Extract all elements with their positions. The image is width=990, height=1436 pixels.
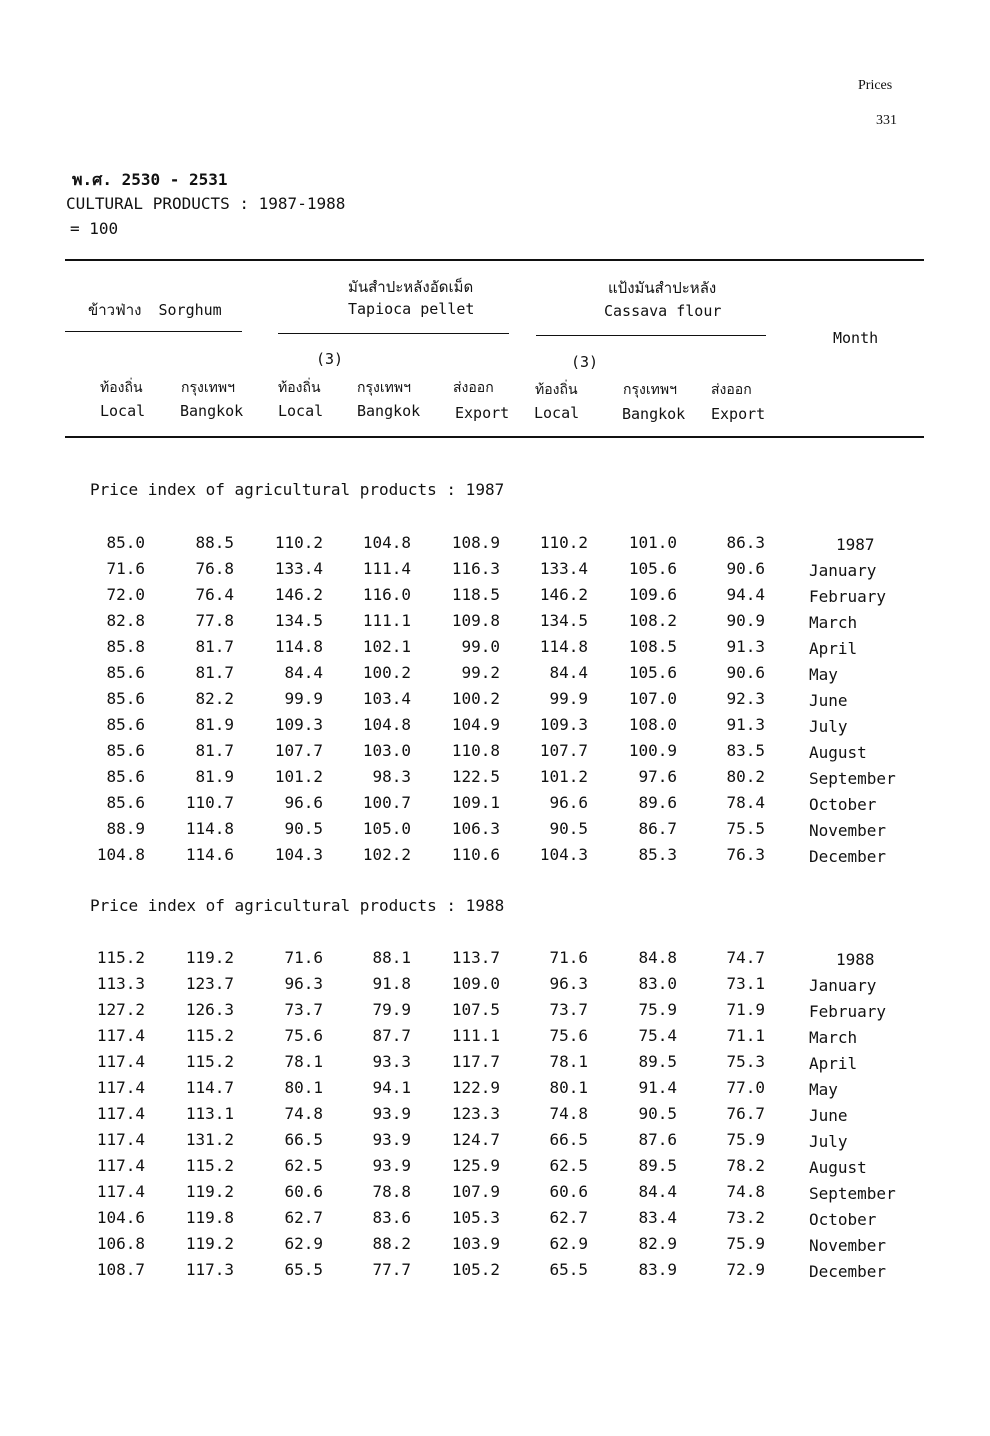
month-label: May — [809, 665, 838, 684]
table-cell: 89.5 — [638, 1052, 677, 1071]
table-cell: 62.7 — [549, 1208, 588, 1227]
table-cell: 107.7 — [274, 741, 323, 760]
table-cell: 88.2 — [372, 1234, 411, 1253]
table-cell: 109.6 — [628, 585, 677, 604]
table-cell: 146.2 — [274, 585, 323, 604]
table-cell: 105.3 — [451, 1208, 500, 1227]
col6-english: Local — [534, 404, 580, 422]
month-label: June — [809, 1106, 848, 1125]
table-cell: 91.4 — [638, 1078, 677, 1097]
table-cell: 90.5 — [284, 819, 323, 838]
table-cell: 71.9 — [726, 1000, 765, 1019]
title-line-products: CULTURAL PRODUCTS : 1987-1988 — [66, 194, 346, 213]
col4-english: Bangkok — [357, 402, 421, 420]
month-label: October — [809, 1210, 877, 1229]
table-cell: 82.8 — [106, 611, 145, 630]
table-cell: 94.4 — [726, 585, 765, 604]
table-cell: 96.6 — [284, 793, 323, 812]
table-cell: 117.7 — [451, 1052, 500, 1071]
cassava-local-note: (3) — [571, 353, 599, 371]
col8-english: Export — [711, 405, 766, 423]
table-cell: 117.4 — [96, 1182, 145, 1201]
table-cell: 75.4 — [638, 1026, 677, 1045]
table-cell: 134.5 — [274, 611, 323, 630]
table-cell: 88.9 — [106, 819, 145, 838]
month-label: January — [809, 976, 877, 995]
table-cell: 85.0 — [106, 533, 145, 552]
cassava-header-english: Cassava flour — [604, 302, 722, 320]
month-label: April — [809, 1054, 858, 1073]
col7-english: Bangkok — [622, 405, 686, 423]
table-cell: 60.6 — [284, 1182, 323, 1201]
table-cell: 91.8 — [372, 974, 411, 993]
table-cell: 75.6 — [284, 1026, 323, 1045]
table-cell: 127.2 — [96, 1000, 145, 1019]
col3-thai: ท้องถิ่น — [278, 380, 321, 396]
month-label: February — [809, 1002, 887, 1021]
table-cell: 89.5 — [638, 1156, 677, 1175]
table-cell: 102.2 — [362, 845, 411, 864]
table-cell: 100.2 — [362, 663, 411, 682]
table-cell: 134.5 — [539, 611, 588, 630]
table-cell: 81.7 — [195, 663, 234, 682]
table-cell: 133.4 — [539, 559, 588, 578]
table-cell: 78.1 — [549, 1052, 588, 1071]
table-cell: 113.7 — [451, 948, 500, 967]
col2-thai: กรุงเทพฯ — [181, 380, 235, 396]
table-cell: 100.7 — [362, 793, 411, 812]
month-label: December — [809, 847, 887, 866]
table-cell: 117.4 — [96, 1026, 145, 1045]
table-cell: 71.6 — [106, 559, 145, 578]
table-cell: 101.2 — [539, 767, 588, 786]
table-cell: 103.0 — [362, 741, 411, 760]
table-cell: 60.6 — [549, 1182, 588, 1201]
table-cell: 104.3 — [539, 845, 588, 864]
table-cell: 77.8 — [195, 611, 234, 630]
table-cell: 82.2 — [195, 689, 234, 708]
table-cell: 80.2 — [726, 767, 765, 786]
table-cell: 122.5 — [451, 767, 500, 786]
cassava-group-rule — [536, 335, 766, 336]
table-cell: 109.1 — [451, 793, 500, 812]
table-cell: 115.2 — [185, 1156, 234, 1175]
table-cell: 99.0 — [461, 637, 500, 656]
table-cell: 71.1 — [726, 1026, 765, 1045]
table-top-rule — [65, 259, 924, 261]
table-cell: 105.0 — [362, 819, 411, 838]
table-cell: 100.9 — [628, 741, 677, 760]
table-cell: 62.5 — [284, 1156, 323, 1175]
table-cell: 76.3 — [726, 845, 765, 864]
month-label: June — [809, 691, 848, 710]
table-cell: 81.9 — [195, 767, 234, 786]
table-cell: 85.6 — [106, 715, 145, 734]
table-cell: 85.8 — [106, 637, 145, 656]
title-line-base: = 100 — [70, 219, 119, 238]
table-cell: 104.9 — [451, 715, 500, 734]
table-cell: 103.4 — [362, 689, 411, 708]
table-cell: 65.5 — [549, 1260, 588, 1279]
table-cell: 87.6 — [638, 1130, 677, 1149]
table-cell: 84.4 — [638, 1182, 677, 1201]
table-cell: 80.1 — [284, 1078, 323, 1097]
table-cell: 107.0 — [628, 689, 677, 708]
page-section-label: Prices — [858, 78, 893, 93]
table-cell: 115.2 — [96, 948, 145, 967]
table-cell: 84.4 — [284, 663, 323, 682]
table-cell: 73.1 — [726, 974, 765, 993]
table-cell: 98.3 — [372, 767, 411, 786]
table-cell: 99.9 — [284, 689, 323, 708]
col2-english: Bangkok — [180, 402, 244, 420]
table-cell: 91.3 — [726, 637, 765, 656]
table-cell: 110.6 — [451, 845, 500, 864]
table-cell: 65.5 — [284, 1260, 323, 1279]
table-cell: 117.4 — [96, 1078, 145, 1097]
table-cell: 117.4 — [96, 1052, 145, 1071]
sorghum-header-english: Sorghum — [158, 301, 222, 319]
table-cell: 71.6 — [284, 948, 323, 967]
table-cell: 75.6 — [549, 1026, 588, 1045]
table-cell: 76.4 — [195, 585, 234, 604]
table-cell: 84.8 — [638, 948, 677, 967]
table-cell: 109.0 — [451, 974, 500, 993]
table-cell: 85.6 — [106, 767, 145, 786]
title-line-thai-year: พ.ศ. 2530 - 2531 — [72, 170, 228, 189]
table-cell: 117.3 — [185, 1260, 234, 1279]
sorghum-header — [88, 298, 222, 322]
table-cell: 133.4 — [274, 559, 323, 578]
table-cell: 90.5 — [638, 1104, 677, 1123]
table-cell: 78.2 — [726, 1156, 765, 1175]
col5-thai: ส่งออก — [453, 380, 494, 396]
table-cell: 75.9 — [726, 1130, 765, 1149]
month-label: August — [809, 1158, 867, 1177]
month-label: November — [809, 821, 887, 840]
table-cell: 90.9 — [726, 611, 765, 630]
table-cell: 107.5 — [451, 1000, 500, 1019]
table-cell: 104.8 — [96, 845, 145, 864]
table-cell: 77.7 — [372, 1260, 411, 1279]
table-cell: 110.2 — [539, 533, 588, 552]
table-cell: 106.3 — [451, 819, 500, 838]
table-cell: 109.3 — [274, 715, 323, 734]
table-cell: 110.2 — [274, 533, 323, 552]
table-cell: 119.2 — [185, 1234, 234, 1253]
table-cell: 106.8 — [96, 1234, 145, 1253]
table-cell: 104.8 — [362, 715, 411, 734]
table-cell: 81.7 — [195, 637, 234, 656]
table-cell: 76.8 — [195, 559, 234, 578]
table-cell: 116.0 — [362, 585, 411, 604]
table-cell: 108.0 — [628, 715, 677, 734]
table-cell: 131.2 — [185, 1130, 234, 1149]
month-label: November — [809, 1236, 887, 1255]
table-cell: 101.2 — [274, 767, 323, 786]
table-cell: 62.7 — [284, 1208, 323, 1227]
month-column-header: Month — [833, 329, 879, 347]
table-cell: 78.4 — [726, 793, 765, 812]
table-cell: 85.3 — [638, 845, 677, 864]
table-cell: 104.8 — [362, 533, 411, 552]
table-cell: 96.6 — [549, 793, 588, 812]
month-label: August — [809, 743, 867, 762]
table-cell: 80.1 — [549, 1078, 588, 1097]
month-label: July — [809, 1132, 848, 1151]
table-cell: 109.3 — [539, 715, 588, 734]
year-label: 1987 — [836, 535, 875, 554]
month-label: September — [809, 769, 896, 788]
table-cell: 96.3 — [284, 974, 323, 993]
col3-english: Local — [278, 402, 324, 420]
month-label: April — [809, 639, 858, 658]
table-cell: 83.5 — [726, 741, 765, 760]
table-cell: 85.6 — [106, 793, 145, 812]
table-cell: 75.9 — [638, 1000, 677, 1019]
table-cell: 118.5 — [451, 585, 500, 604]
table-cell: 114.8 — [185, 819, 234, 838]
col1-thai: ท้องถิ่น — [100, 380, 143, 396]
table-cell: 85.6 — [106, 689, 145, 708]
table-cell: 84.4 — [549, 663, 588, 682]
table-cell: 76.7 — [726, 1104, 765, 1123]
table-cell: 88.1 — [372, 948, 411, 967]
table-cell: 114.8 — [539, 637, 588, 656]
table-cell: 96.3 — [549, 974, 588, 993]
table-cell: 66.5 — [549, 1130, 588, 1149]
table-cell: 93.9 — [372, 1104, 411, 1123]
table-cell: 119.2 — [185, 948, 234, 967]
table-cell: 114.7 — [185, 1078, 234, 1097]
table-cell: 90.6 — [726, 559, 765, 578]
col5-english: Export — [455, 404, 510, 422]
col7-thai: กรุงเทพฯ — [623, 382, 677, 398]
table-cell: 66.5 — [284, 1130, 323, 1149]
col8-thai: ส่งออก — [711, 382, 752, 398]
table-cell: 104.3 — [274, 845, 323, 864]
table-cell: 122.9 — [451, 1078, 500, 1097]
month-label: September — [809, 1184, 896, 1203]
table-cell: 62.5 — [549, 1156, 588, 1175]
table-cell: 93.9 — [372, 1156, 411, 1175]
table-cell: 62.9 — [284, 1234, 323, 1253]
table-cell: 93.3 — [372, 1052, 411, 1071]
table-cell: 108.5 — [628, 637, 677, 656]
table-cell: 73.2 — [726, 1208, 765, 1227]
table-cell: 109.8 — [451, 611, 500, 630]
table-cell: 101.0 — [628, 533, 677, 552]
table-cell: 83.9 — [638, 1260, 677, 1279]
col6-thai: ท้องถิ่น — [535, 382, 578, 398]
month-label: December — [809, 1262, 887, 1281]
table-cell: 110.8 — [451, 741, 500, 760]
table-cell: 89.6 — [638, 793, 677, 812]
table-cell: 94.1 — [372, 1078, 411, 1097]
table-cell: 74.8 — [284, 1104, 323, 1123]
table-cell: 71.6 — [549, 948, 588, 967]
table-cell: 97.6 — [638, 767, 677, 786]
table-cell: 90.6 — [726, 663, 765, 682]
table-cell: 114.6 — [185, 845, 234, 864]
section-title-1987: Price index of agricultural products : 1987 — [90, 480, 505, 499]
table-cell: 126.3 — [185, 1000, 234, 1019]
table-cell: 108.7 — [96, 1260, 145, 1279]
table-cell: 117.4 — [96, 1104, 145, 1123]
table-cell: 81.9 — [195, 715, 234, 734]
table-header-bottom-rule — [65, 436, 924, 438]
table-cell: 83.6 — [372, 1208, 411, 1227]
table-cell: 114.8 — [274, 637, 323, 656]
table-cell: 99.9 — [549, 689, 588, 708]
table-cell: 119.8 — [185, 1208, 234, 1227]
table-cell: 111.4 — [362, 559, 411, 578]
table-cell: 123.7 — [185, 974, 234, 993]
tapioca-group-rule — [278, 333, 509, 334]
table-cell: 72.0 — [106, 585, 145, 604]
table-cell: 85.6 — [106, 663, 145, 682]
table-cell: 105.2 — [451, 1260, 500, 1279]
table-cell: 107.9 — [451, 1182, 500, 1201]
table-cell: 77.0 — [726, 1078, 765, 1097]
month-label: February — [809, 587, 887, 606]
table-cell: 119.2 — [185, 1182, 234, 1201]
table-cell: 74.8 — [726, 1182, 765, 1201]
month-label: July — [809, 717, 848, 736]
table-cell: 86.7 — [638, 819, 677, 838]
tapioca-header-thai: มันสำปะหลังอัดเม็ด — [348, 278, 474, 296]
table-cell: 82.9 — [638, 1234, 677, 1253]
table-cell: 102.1 — [362, 637, 411, 656]
table-cell: 78.8 — [372, 1182, 411, 1201]
table-cell: 110.7 — [185, 793, 234, 812]
table-cell: 117.4 — [96, 1156, 145, 1175]
table-cell: 93.9 — [372, 1130, 411, 1149]
table-cell: 91.3 — [726, 715, 765, 734]
table-cell: 72.9 — [726, 1260, 765, 1279]
section-title-1988: Price index of agricultural products : 1988 — [90, 896, 505, 915]
sorghum-header-thai: ข้าวฟ่าง — [88, 301, 142, 319]
table-cell: 105.6 — [628, 663, 677, 682]
table-cell: 85.6 — [106, 741, 145, 760]
col4-thai: กรุงเทพฯ — [357, 380, 411, 396]
table-cell: 111.1 — [451, 1026, 500, 1045]
table-cell: 113.1 — [185, 1104, 234, 1123]
month-label: October — [809, 795, 877, 814]
table-cell: 108.9 — [451, 533, 500, 552]
table-cell: 116.3 — [451, 559, 500, 578]
table-cell: 99.2 — [461, 663, 500, 682]
table-cell: 79.9 — [372, 1000, 411, 1019]
table-cell: 125.9 — [451, 1156, 500, 1175]
month-label: May — [809, 1080, 838, 1099]
table-cell: 78.1 — [284, 1052, 323, 1071]
table-cell: 123.3 — [451, 1104, 500, 1123]
table-cell: 115.2 — [185, 1052, 234, 1071]
table-cell: 111.1 — [362, 611, 411, 630]
table-cell: 75.5 — [726, 819, 765, 838]
table-cell: 113.3 — [96, 974, 145, 993]
table-cell: 92.3 — [726, 689, 765, 708]
table-cell: 83.0 — [638, 974, 677, 993]
table-cell: 124.7 — [451, 1130, 500, 1149]
month-label: January — [809, 561, 877, 580]
table-cell: 74.8 — [549, 1104, 588, 1123]
tapioca-header-english: Tapioca pellet — [348, 300, 475, 318]
table-cell: 73.7 — [549, 1000, 588, 1019]
month-label: March — [809, 613, 858, 632]
table-cell: 75.3 — [726, 1052, 765, 1071]
table-cell: 90.5 — [549, 819, 588, 838]
table-cell: 108.2 — [628, 611, 677, 630]
table-cell: 73.7 — [284, 1000, 323, 1019]
sorghum-group-rule — [65, 331, 242, 332]
table-cell: 62.9 — [549, 1234, 588, 1253]
col1-english: Local — [100, 402, 146, 420]
table-cell: 105.6 — [628, 559, 677, 578]
table-cell: 103.9 — [451, 1234, 500, 1253]
month-label: March — [809, 1028, 858, 1047]
table-cell: 104.6 — [96, 1208, 145, 1227]
table-cell: 81.7 — [195, 741, 234, 760]
tapioca-local-note: (3) — [316, 350, 344, 368]
table-cell: 83.4 — [638, 1208, 677, 1227]
table-cell: 74.7 — [726, 948, 765, 967]
table-cell: 88.5 — [195, 533, 234, 552]
table-cell: 87.7 — [372, 1026, 411, 1045]
table-cell: 115.2 — [185, 1026, 234, 1045]
table-cell: 117.4 — [96, 1130, 145, 1149]
year-label: 1988 — [836, 950, 875, 969]
cassava-header-thai: แป้งมันสำปะหลัง — [608, 279, 717, 297]
page-number: 331 — [876, 113, 897, 128]
table-cell: 146.2 — [539, 585, 588, 604]
table-cell: 86.3 — [726, 533, 765, 552]
table-cell: 107.7 — [539, 741, 588, 760]
table-cell: 100.2 — [451, 689, 500, 708]
table-cell: 75.9 — [726, 1234, 765, 1253]
